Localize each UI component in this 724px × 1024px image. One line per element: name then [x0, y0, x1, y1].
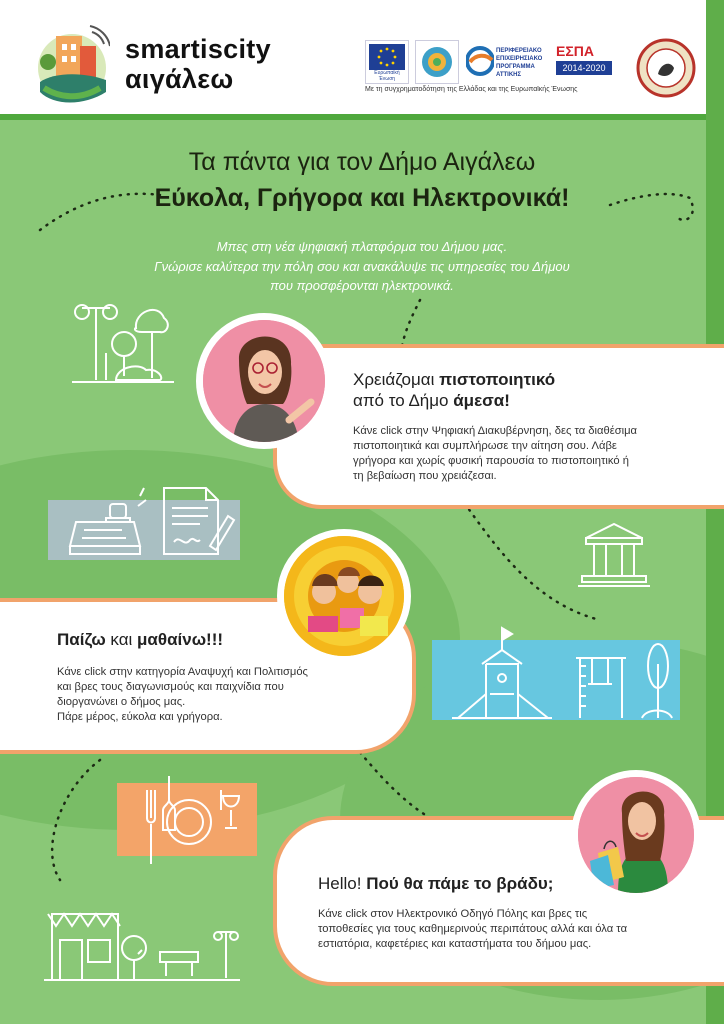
card1-title-c: από το Δήμο [353, 391, 454, 410]
attica-swirl-icon [466, 46, 494, 76]
headline-line2: Εύκολα, Γρήγορα και Ηλεκτρονικά! [154, 184, 570, 212]
card2-body-line: διοργανώνει ο δήμος μας. [57, 696, 186, 708]
headline-line1: Τα πάντα για τον Δήμο Αιγάλεω [188, 148, 536, 176]
intro-line1: Μπες στη νέα ψηφιακή πλατφόρμα του Δήμου μας. [216, 239, 508, 254]
card3-body-line: τοποθεσίες για τους καθημερινούς περιπάτους αλλά και όλα τα [318, 923, 628, 935]
card1-title-a: Χρειάζομαι [353, 370, 440, 389]
card3-body-line: Κάνε click στον Ηλεκτρονικό Οδηγό Πόλης και βρες τις [318, 908, 588, 920]
espa-logo [556, 44, 612, 82]
civic-building-icon [574, 520, 654, 590]
card2-body-line: και βρες τους διαγωνισμούς και παιχνίδια που [57, 681, 284, 693]
card2-title [57, 629, 357, 650]
espa-years: 2014-2020 [556, 61, 612, 75]
document-stamp-icon [60, 482, 250, 562]
eu-flag-badge [365, 40, 409, 84]
intro-line2: Γνώρισε καλύτερα την πόλη σου και ανακάλυψε τις υπηρεσίες του Δήμου [154, 259, 570, 274]
card1-body [353, 424, 693, 484]
brand-line1: smartiscity [125, 34, 271, 64]
card1-title-b: πιστοποιητικό [439, 370, 556, 389]
card2-body-line: Κάνε click στην κατηγορία Αναψυχή και Πολιτισμός [57, 666, 308, 678]
brand-line2: αιγάλεω [125, 64, 234, 94]
region-program-label: ΠΕΡΙΦΕΡΕΙΑΚΟ ΕΠΙΧΕΙΡΗΣΙΑΚΟ ΠΡΟΓΡΑΜΜΑ ΑΤΤΙΚΗΣ [496, 48, 543, 78]
card2-body-line: Πάρε μέρος, εύκολα και γρήγορα. [57, 711, 223, 723]
municipality-seal-icon [636, 38, 696, 98]
eu-label: Ευρωπαϊκή Ένωση [374, 70, 400, 82]
card2-title-c: μαθαίνω!!! [137, 630, 224, 649]
regional-fund-badge [415, 40, 459, 84]
card1-body-line: Κάνε click στην Ψηφιακή Διακυβέρνηση, δες τα διαθέσιμα [353, 425, 638, 437]
card3-body [318, 907, 698, 952]
card1-title-d: άμεσα! [453, 391, 510, 410]
park-illustration-icon [68, 298, 178, 388]
card3-title-b: Πού θα πάμε το βράδυ; [366, 874, 554, 893]
intro-line3: που προσφέρονται ηλεκτρονικά. [270, 278, 454, 293]
card2-body [57, 665, 387, 725]
brand-title [125, 34, 271, 94]
card2-title-a: Παίζω [57, 630, 106, 649]
card1-body-line: γρήγορα και χωρίς φυσική παρουσία το πιστοποιητικό ή [353, 455, 629, 467]
card1-title [353, 369, 693, 411]
card2-title-b: και [105, 630, 138, 649]
dining-icon [135, 770, 255, 870]
card3-body-line: εστιατόρια, καφετέριες και καταστήματα του δήμου μας. [318, 938, 592, 950]
card1-body-line: τη βεβαίωση που χρειάζεσαι. [353, 470, 497, 482]
regional-emblem-icon [416, 41, 458, 83]
region-program-logo [466, 44, 550, 82]
card3-title [318, 873, 638, 894]
smartiscity-logo-icon [34, 22, 110, 106]
card1-body-line: πιστοποιητικά και συμπλήρωσε την αίτηση σου. Λάβε [353, 440, 617, 452]
card3-title-a: Hello! [318, 874, 367, 893]
cofunding-text: Με τη συγχρηματοδότηση της Ελλάδας και της Ευρωπαϊκής Ένωσης [365, 86, 578, 93]
playground-icon [432, 624, 680, 724]
photo-woman-pointing [196, 313, 332, 449]
header [0, 0, 706, 120]
espa-label: ΕΣΠΑ [556, 43, 594, 59]
storefront-icon [42, 906, 242, 986]
